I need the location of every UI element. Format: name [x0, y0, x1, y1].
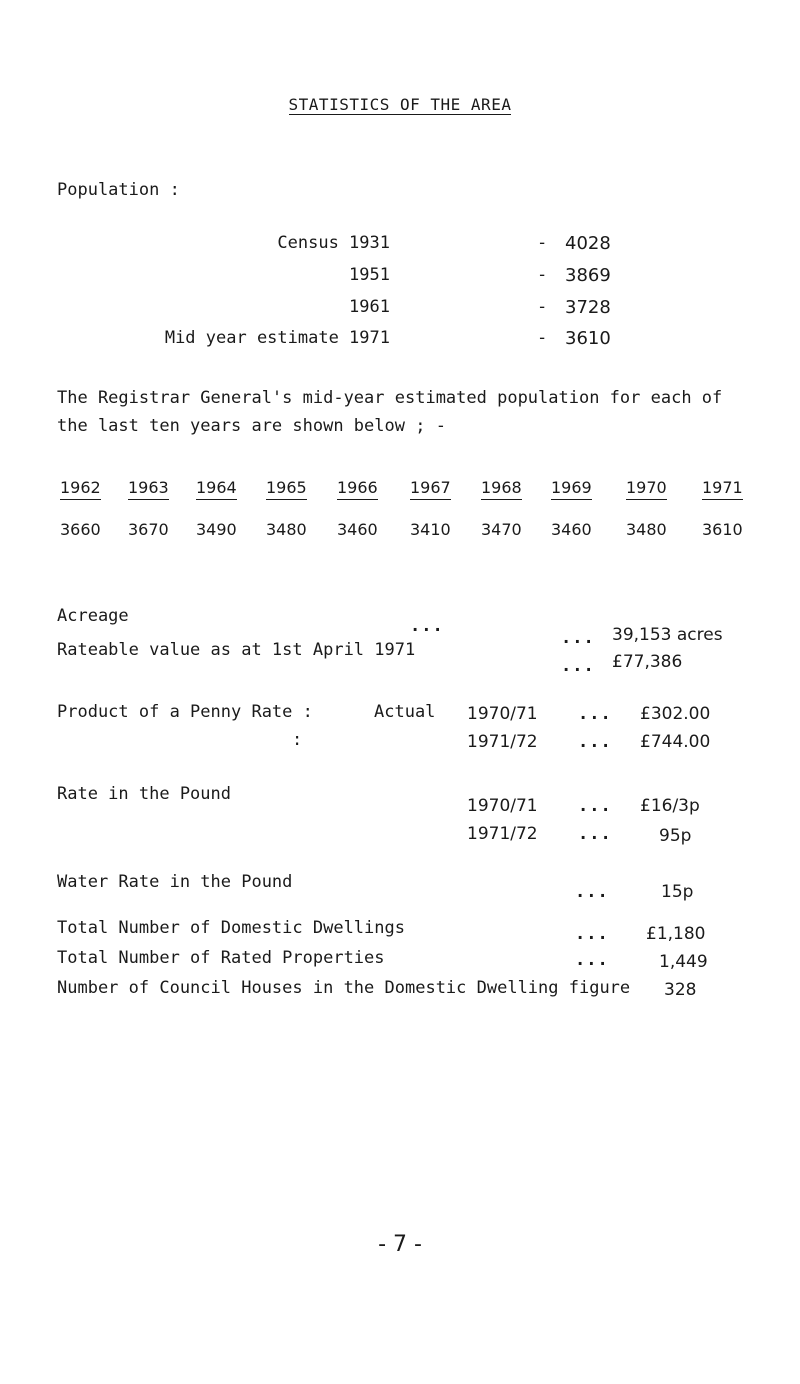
acreage-label: Acreage — [57, 606, 129, 626]
paragraph-line1: The Registrar General's mid-year estimated population for each of — [57, 388, 723, 408]
year-column — [551, 478, 592, 539]
page-title: STATISTICS OF THE AREA — [288, 95, 512, 114]
year-population: 3460 — [337, 520, 378, 539]
census-value: 3869 — [565, 265, 611, 286]
rate-pound-dots: ... — [578, 824, 612, 844]
rate-pound-value: £16/3p — [640, 796, 700, 816]
penny-rate-colon: : — [292, 730, 303, 750]
year-population: 3410 — [410, 520, 451, 539]
water-rate-dots: ... — [575, 882, 609, 902]
census-value: 3728 — [565, 297, 611, 318]
year-column — [266, 478, 307, 539]
acreage-dots: ... — [410, 616, 444, 636]
penny-value: £302.00 — [640, 704, 711, 724]
year-column — [196, 478, 237, 539]
year-label: 1962 — [60, 478, 101, 500]
rate-pound-period: 1970/71 — [467, 796, 538, 816]
year-population: 3660 — [60, 520, 101, 539]
year-label: 1964 — [196, 478, 237, 500]
year-column — [410, 478, 451, 539]
domestic-dwellings-label: Total Number of Domestic Dwellings — [57, 918, 405, 938]
census-value: 4028 — [565, 233, 611, 254]
year-column — [128, 478, 169, 539]
penny-period: 1970/71 — [467, 704, 538, 724]
year-column — [60, 478, 101, 539]
year-label: 1966 — [337, 478, 378, 500]
penny-rate-actual: Actual — [374, 702, 436, 722]
year-population: 3480 — [626, 520, 667, 539]
rateable-label: Rateable value as at 1st April 1971 — [57, 640, 416, 660]
penny-rate-label: Product of a Penny Rate : — [57, 702, 313, 722]
year-column — [481, 478, 522, 539]
year-label: 1969 — [551, 478, 592, 500]
rate-pound-dots: ... — [578, 796, 612, 816]
water-rate-label: Water Rate in the Pound — [57, 872, 293, 892]
census-row — [0, 233, 800, 259]
year-label: 1963 — [128, 478, 169, 500]
census-label: 1951 — [349, 265, 390, 285]
year-column — [702, 478, 743, 539]
year-column — [337, 478, 378, 539]
acreage-value: 39,153 acres — [612, 625, 723, 645]
census-row — [0, 297, 800, 323]
rate-pound-value: 95p — [659, 826, 692, 846]
domestic-dwellings-value: £1,180 — [646, 924, 706, 944]
year-population: 3480 — [266, 520, 307, 539]
census-label: Mid year estimate 1971 — [164, 328, 390, 348]
rated-properties-value: 1,449 — [659, 952, 708, 972]
year-population: 3460 — [551, 520, 592, 539]
census-label: 1961 — [349, 297, 390, 317]
year-label: 1971 — [702, 478, 743, 500]
year-population: 3670 — [128, 520, 169, 539]
rated-properties-dots: ... — [575, 950, 609, 970]
census-row — [0, 328, 800, 354]
penny-period: 1971/72 — [467, 732, 538, 752]
census-dash: - — [537, 297, 548, 317]
census-row — [0, 265, 800, 291]
census-dash: - — [537, 265, 548, 285]
page-number: - 7 - — [378, 1232, 422, 1257]
rate-pound-label: Rate in the Pound — [57, 784, 231, 804]
year-label: 1967 — [410, 478, 451, 500]
population-label: Population : — [57, 180, 180, 200]
council-houses-label: Number of Council Houses in the Domestic Dwelling figure — [57, 978, 631, 998]
rate-pound-period: 1971/72 — [467, 824, 538, 844]
domestic-dwellings-dots: ... — [575, 924, 609, 944]
year-label: 1970 — [626, 478, 667, 500]
census-dash: - — [537, 328, 548, 348]
rated-properties-label: Total Number of Rated Properties — [57, 948, 385, 968]
year-column — [626, 478, 667, 539]
rateable-value: £77,386 — [612, 652, 683, 672]
rateable-dots: ... — [561, 656, 595, 676]
penny-dots: ... — [578, 704, 612, 724]
year-label: 1968 — [481, 478, 522, 500]
water-rate-value: 15p — [661, 882, 694, 902]
penny-value: £744.00 — [640, 732, 711, 752]
census-label: Census 1931 — [277, 233, 390, 253]
paragraph-line2: the last ten years are shown below ; - — [57, 416, 446, 436]
year-label: 1965 — [266, 478, 307, 500]
year-population: 3610 — [702, 520, 743, 539]
council-houses-value: 328 — [664, 980, 697, 1000]
year-population: 3470 — [481, 520, 522, 539]
acreage-dots-right: ... — [561, 628, 595, 648]
year-population: 3490 — [196, 520, 237, 539]
census-dash: - — [537, 233, 548, 253]
penny-dots: ... — [578, 732, 612, 752]
census-value: 3610 — [565, 328, 611, 349]
